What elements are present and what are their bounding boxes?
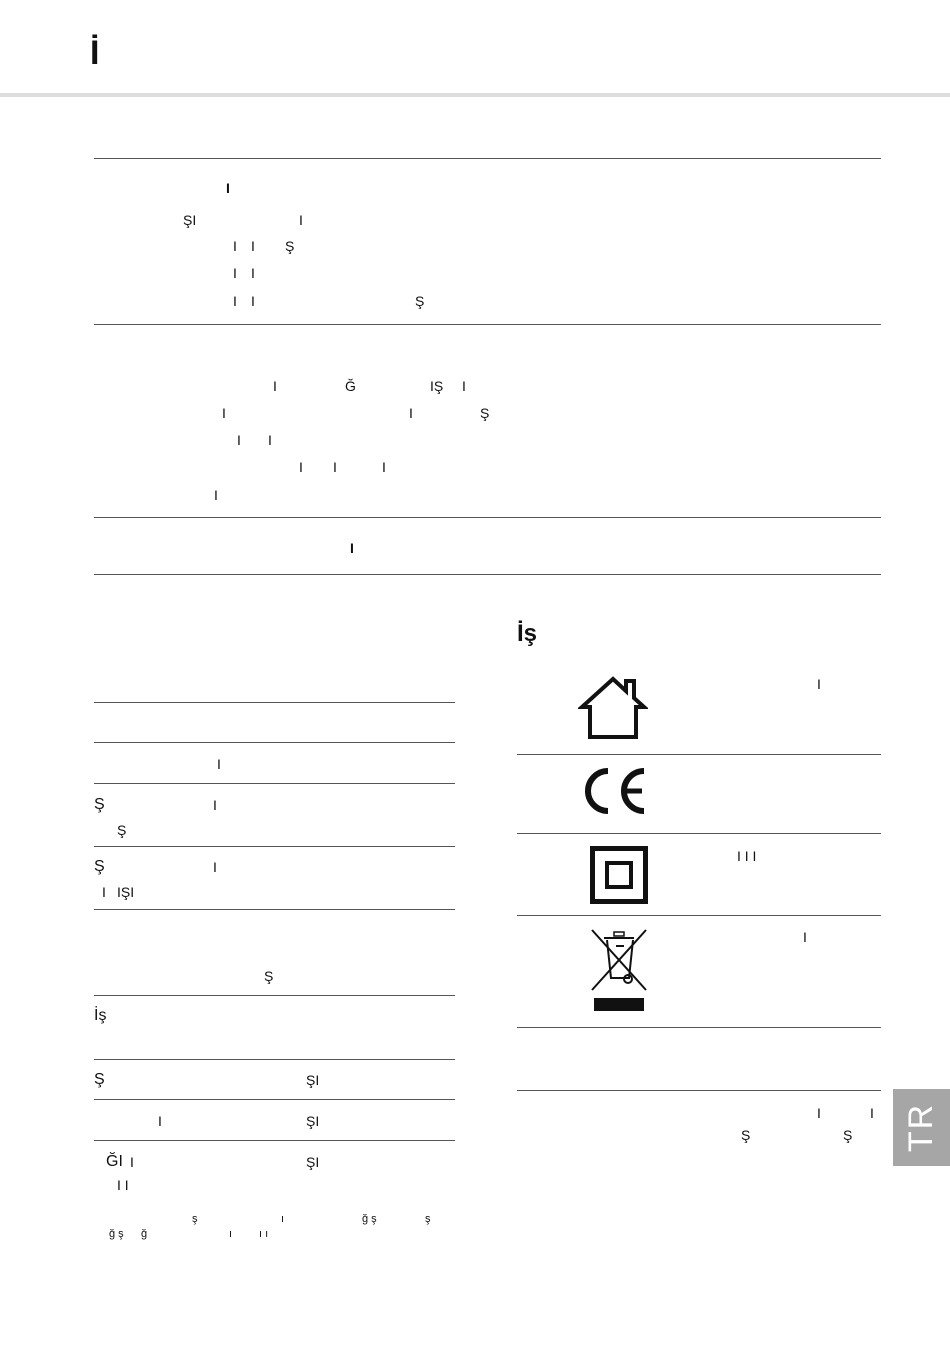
text-value: I <box>870 1105 874 1121</box>
spec-value: I <box>251 265 255 281</box>
language-tab-label: TR <box>901 1102 940 1153</box>
spec-value: I <box>299 459 303 475</box>
spec-value: I <box>382 459 386 475</box>
divider <box>94 995 455 996</box>
divider <box>94 517 881 518</box>
table-cell: ĞI <box>106 1153 123 1170</box>
spec-value: I <box>233 293 237 309</box>
divider <box>94 909 455 910</box>
spec-mark: I <box>350 540 354 556</box>
text-value: Ş <box>264 968 274 984</box>
table-cell: Ş <box>117 822 127 838</box>
divider <box>94 158 881 159</box>
spec-value: I <box>273 378 277 394</box>
page-title: İ <box>90 34 100 72</box>
spec-value: Ş <box>480 405 490 421</box>
divider <box>517 754 881 755</box>
footnote-fragment: ı ı <box>259 1228 269 1240</box>
spec-value: I <box>251 238 255 254</box>
divider <box>94 783 455 784</box>
spec-value: I <box>251 293 255 309</box>
divider <box>94 324 881 325</box>
text-value: I <box>817 1105 821 1121</box>
spec-value: I <box>214 487 218 503</box>
table-cell: Ş <box>94 796 105 813</box>
divider <box>94 1059 455 1060</box>
divider <box>94 846 455 847</box>
header-divider-band <box>0 93 950 97</box>
table-cell: I <box>213 859 217 875</box>
spec-value: IŞ <box>430 378 444 394</box>
divider <box>94 1099 455 1100</box>
spec-value: Ş <box>285 238 295 254</box>
spec-value: I <box>268 432 272 448</box>
spec-value: I <box>333 459 337 475</box>
footnote-fragment: ı <box>281 1213 285 1225</box>
footnote-fragment: ğ <box>141 1228 148 1240</box>
symbol-text: I <box>817 676 821 692</box>
table-cell: ŞI <box>306 1113 320 1129</box>
spec-value: ŞI <box>183 212 197 228</box>
divider <box>517 1090 881 1091</box>
house-icon <box>578 675 648 746</box>
divider <box>517 833 881 834</box>
table-cell: I <box>102 884 106 900</box>
section-title: İş <box>517 620 538 647</box>
divider <box>517 1027 881 1028</box>
symbol-text: I <box>803 929 807 945</box>
table-cell: I <box>213 797 217 813</box>
spec-value: Ğ <box>345 378 356 394</box>
text-value: Ş <box>843 1127 853 1143</box>
ce-mark-icon <box>580 765 650 822</box>
table-cell: Ş <box>94 858 105 875</box>
class-ii-double-square-icon <box>590 846 648 909</box>
table-cell: I <box>158 1113 162 1129</box>
divider <box>517 915 881 916</box>
language-tab <box>893 1089 950 1166</box>
spec-value: I <box>299 212 303 228</box>
footnote-fragment: ı <box>229 1228 233 1240</box>
footnote-fragment: ğ ş <box>362 1213 377 1225</box>
table-cell: IŞI <box>117 884 135 900</box>
spec-value: I <box>237 432 241 448</box>
spec-value: I <box>222 405 226 421</box>
crossed-bin-weee-icon <box>588 928 650 1019</box>
spec-mark: I <box>226 180 230 196</box>
table-cell: I <box>130 1154 134 1170</box>
spec-value: I <box>233 238 237 254</box>
spec-value: I <box>462 378 466 394</box>
table-cell: I <box>217 756 221 772</box>
footnote-fragment: ğ ş <box>109 1228 124 1240</box>
table-cell: İş <box>94 1007 107 1024</box>
divider <box>94 702 455 703</box>
divider <box>94 1140 455 1141</box>
footnote-fragment: ş <box>192 1213 198 1225</box>
table-cell: Ş <box>94 1071 105 1088</box>
table-cell: ŞI <box>306 1154 320 1170</box>
table-cell: ŞI <box>306 1072 320 1088</box>
text-value: Ş <box>741 1127 751 1143</box>
divider <box>94 574 881 575</box>
spec-value: Ş <box>415 293 425 309</box>
divider <box>94 742 455 743</box>
spec-value: I <box>409 405 413 421</box>
footnote-fragment: ş <box>425 1213 431 1225</box>
symbol-text: I I I <box>737 848 757 864</box>
table-cell: I I <box>117 1177 129 1193</box>
spec-value: I <box>233 265 237 281</box>
